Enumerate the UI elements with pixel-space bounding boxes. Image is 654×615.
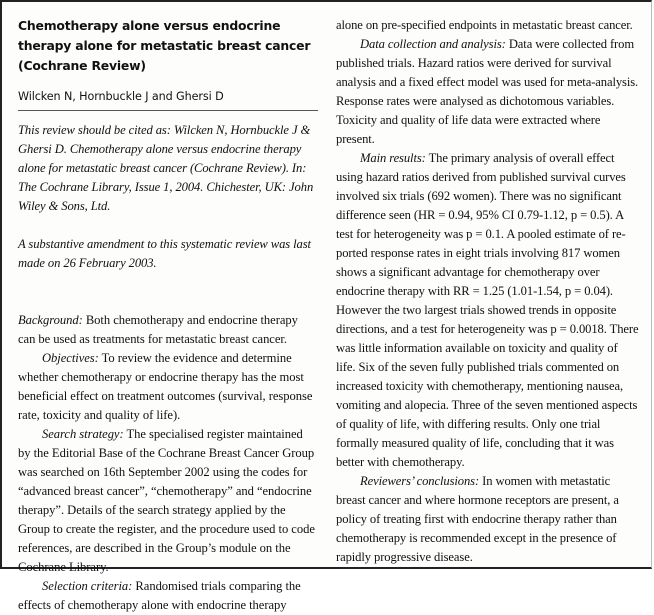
citation-note: This review should be cited as: Wilcken N, Hornbuckle J & Ghersi D. Chemotherapy alone versus endocrine therapy alone for metastatic breast cancer (Cochrane Review). In: The Cochrane Library, Issue 1, 2004. Chichester, UK: John Wiley & Sons, Ltd. bbox=[18, 123, 314, 213]
section-label: Main results: bbox=[360, 151, 426, 165]
article-title: Chemotherapy alone versus endocrine therapy alone for metastatic breast cancer (Cochrane Review) bbox=[18, 18, 311, 73]
section-label: Reviewers’ conclusions: bbox=[360, 474, 480, 488]
article-authors: Wilcken N, Hornbuckle J and Ghersi D bbox=[18, 90, 318, 111]
section-text: The specialised register maintained by the Editorial Base of the Cochrane Breast Cancer Group was searched on 16th September 2002 using the codes for “advanced breast cancer”, “chemotherapy” and “endocrine therapy”. Details of the search strategy applied by the Group to create the register, and the procedure used to code references, are described in the Group’s module on the Cochrane Library. bbox=[18, 427, 315, 574]
section-label: Objectives: bbox=[42, 351, 99, 365]
abstract-search-strategy bbox=[18, 425, 318, 577]
section-label: Data collection and analysis: bbox=[360, 37, 506, 51]
section-label: Search strategy: bbox=[42, 427, 124, 441]
abstract-selection-criteria-continued: alone on pre-specified endpoints in metastatic breast cancer. bbox=[336, 18, 633, 32]
section-label: Selection criteria: bbox=[42, 579, 133, 593]
section-text: In women with metastatic breast cancer and where hormone receptors are present, a policy of treating first with endocrine therapy rather than chemotherapy is recommended except in the presence of rapidly progressive disease. bbox=[336, 474, 619, 564]
amendment-note: A substantive amendment to this systematic review was last made on 26 February 2003. bbox=[18, 237, 311, 270]
abstract-conclusions bbox=[336, 472, 640, 567]
abstract-selection-criteria bbox=[18, 577, 318, 615]
section-label: Background: bbox=[18, 313, 83, 327]
left-column bbox=[18, 16, 318, 615]
section-text: Randomised trials comparing the effects of chemotherapy alone with endocrine therapy bbox=[18, 579, 301, 612]
abstract-main-results bbox=[336, 149, 640, 472]
section-text: The primary analysis of overall effect using hazard ratios derived from published survival curves involved six trials (692 women). There was no significant difference seen (HR = 0.94, 95% CI 0.79-1.12, p = 0.5). A test for heterogeneity was p = 0.1. A pooled estimate of reported response rates in eight trials involving 817 women shows a significant advantage for chemotherapy over endocrine therapy with RR = 1.25 (1.01-1.54, p = 0.04). However the two largest trials showed trends in opposite directions, and a test for heterogeneity was p = 0.0018. There was little information available on toxicity and quality of life. Six of the seven fully published trials commented on increased toxicity with chemotherapy, mentioning nausea, vomiting and alopecia. Three of the seven mentioned aspects of quality of life, with differing results. Only one trial formally measured quality of life, concluding that it was better with chemotherapy. bbox=[336, 151, 639, 469]
abstract-left bbox=[18, 311, 318, 615]
abstract-background bbox=[18, 311, 318, 349]
abstract-objectives bbox=[18, 349, 318, 425]
section-text: Both chemotherapy and endocrine therapy can be used as treatments for metastatic breast cancer. bbox=[18, 313, 298, 346]
right-column bbox=[336, 16, 640, 567]
section-text: Data were collected from published trials. Hazard ratios were derived for survival analysis and a fixed effect model was used for meta-analysis. Response rates were analysed as dichotomous variables. Toxicity and quality of life data were extracted where present. bbox=[336, 37, 639, 146]
section-text: To review the evidence and determine whether chemotherapy or endocrine therapy has the most beneficial effect on treatment outcomes (survival, response rate, toxicity and quality of life). bbox=[18, 351, 313, 422]
abstract-data-collection bbox=[336, 35, 640, 149]
